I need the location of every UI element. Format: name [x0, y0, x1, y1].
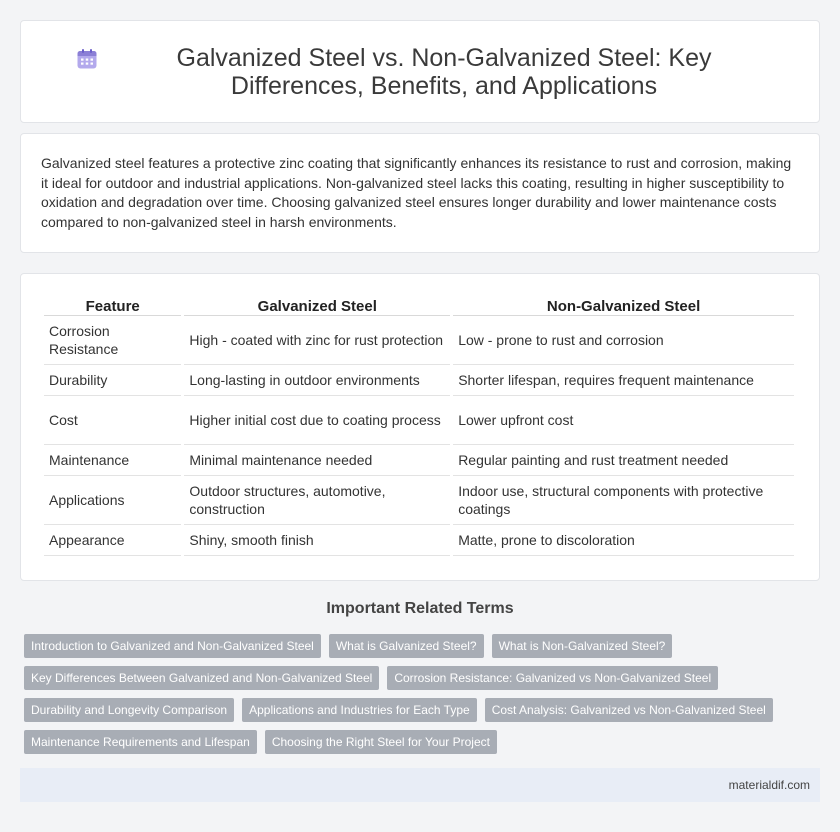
non-galvanized-cell: Lower upfront cost — [453, 396, 794, 445]
intro-card — [20, 133, 820, 253]
table-header-row — [44, 296, 794, 316]
galvanized-cell: Long-lasting in outdoor environments — [184, 365, 450, 396]
table-row — [44, 525, 794, 556]
feature-cell: Durability — [44, 365, 181, 396]
tag-choosing-steel[interactable]: Choosing the Right Steel for Your Project — [265, 730, 497, 754]
table-row — [44, 476, 794, 525]
tag-intro[interactable]: Introduction to Galvanized and Non-Galvanized Steel — [24, 634, 321, 658]
non-galvanized-cell: Regular painting and rust treatment needed — [453, 445, 794, 476]
feature-cell: Maintenance — [44, 445, 181, 476]
header-galvanized: Galvanized Steel — [184, 296, 450, 316]
header-inner — [76, 44, 764, 100]
non-galvanized-cell: Low - prone to rust and corrosion — [453, 316, 794, 365]
tag-corrosion-resistance[interactable]: Corrosion Resistance: Galvanized vs Non-Galvanized Steel — [387, 666, 718, 690]
non-galvanized-cell: Shorter lifespan, requires frequent maintenance — [453, 365, 794, 396]
tag-what-is-non-galvanized[interactable]: What is Non-Galvanized Steel? — [492, 634, 673, 658]
non-galvanized-cell: Matte, prone to discoloration — [453, 525, 794, 556]
feature-cell: Corrosion Resistance — [44, 316, 181, 365]
galvanized-cell: Shiny, smooth finish — [184, 525, 450, 556]
feature-cell: Appearance — [44, 525, 181, 556]
tag-what-is-galvanized[interactable]: What is Galvanized Steel? — [329, 634, 484, 658]
table-row — [44, 365, 794, 396]
header-non-galvanized: Non-Galvanized Steel — [453, 296, 794, 316]
comparison-card — [20, 273, 820, 581]
header-feature: Feature — [44, 296, 181, 316]
calendar-icon — [76, 48, 98, 70]
intro-paragraph: Galvanized steel features a protective zinc coating that significantly enhances its resistance to rust and corrosion, making it ideal for outdoor and industrial applications. Non-galvanized steel lacks this coating, resulting in higher susceptibility to oxidation and degradation over time. Choosing galvanized steel ensures longer durability and lower maintenance costs compared to non-galvanized steel in harsh environments. — [41, 155, 792, 230]
related-terms-title: Important Related Terms — [326, 600, 514, 617]
feature-cell: Applications — [44, 476, 181, 525]
related-terms-tags — [24, 634, 814, 762]
galvanized-cell: Minimal maintenance needed — [184, 445, 450, 476]
page-title: Galvanized Steel vs. Non-Galvanized Steel: Key Differences, Benefits, and Applications — [176, 43, 712, 100]
tag-applications[interactable]: Applications and Industries for Each Type — [242, 698, 477, 722]
non-galvanized-cell: Indoor use, structural components with protective coatings — [453, 476, 794, 525]
comparison-table — [41, 296, 797, 556]
tag-durability[interactable]: Durability and Longevity Comparison — [24, 698, 234, 722]
feature-cell: Cost — [44, 396, 181, 445]
galvanized-cell: Outdoor structures, automotive, construction — [184, 476, 450, 525]
table-row — [44, 396, 794, 445]
galvanized-cell: Higher initial cost due to coating process — [184, 396, 450, 445]
footer-site[interactable]: materialdif.com — [728, 778, 810, 792]
tag-cost-analysis[interactable]: Cost Analysis: Galvanized vs Non-Galvanized Steel — [485, 698, 773, 722]
table-row — [44, 316, 794, 365]
tag-key-differences[interactable]: Key Differences Between Galvanized and Non-Galvanized Steel — [24, 666, 379, 690]
header-card — [20, 20, 820, 123]
table-row — [44, 445, 794, 476]
galvanized-cell: High - coated with zinc for rust protection — [184, 316, 450, 365]
footer — [20, 768, 820, 802]
tag-maintenance[interactable]: Maintenance Requirements and Lifespan — [24, 730, 257, 754]
